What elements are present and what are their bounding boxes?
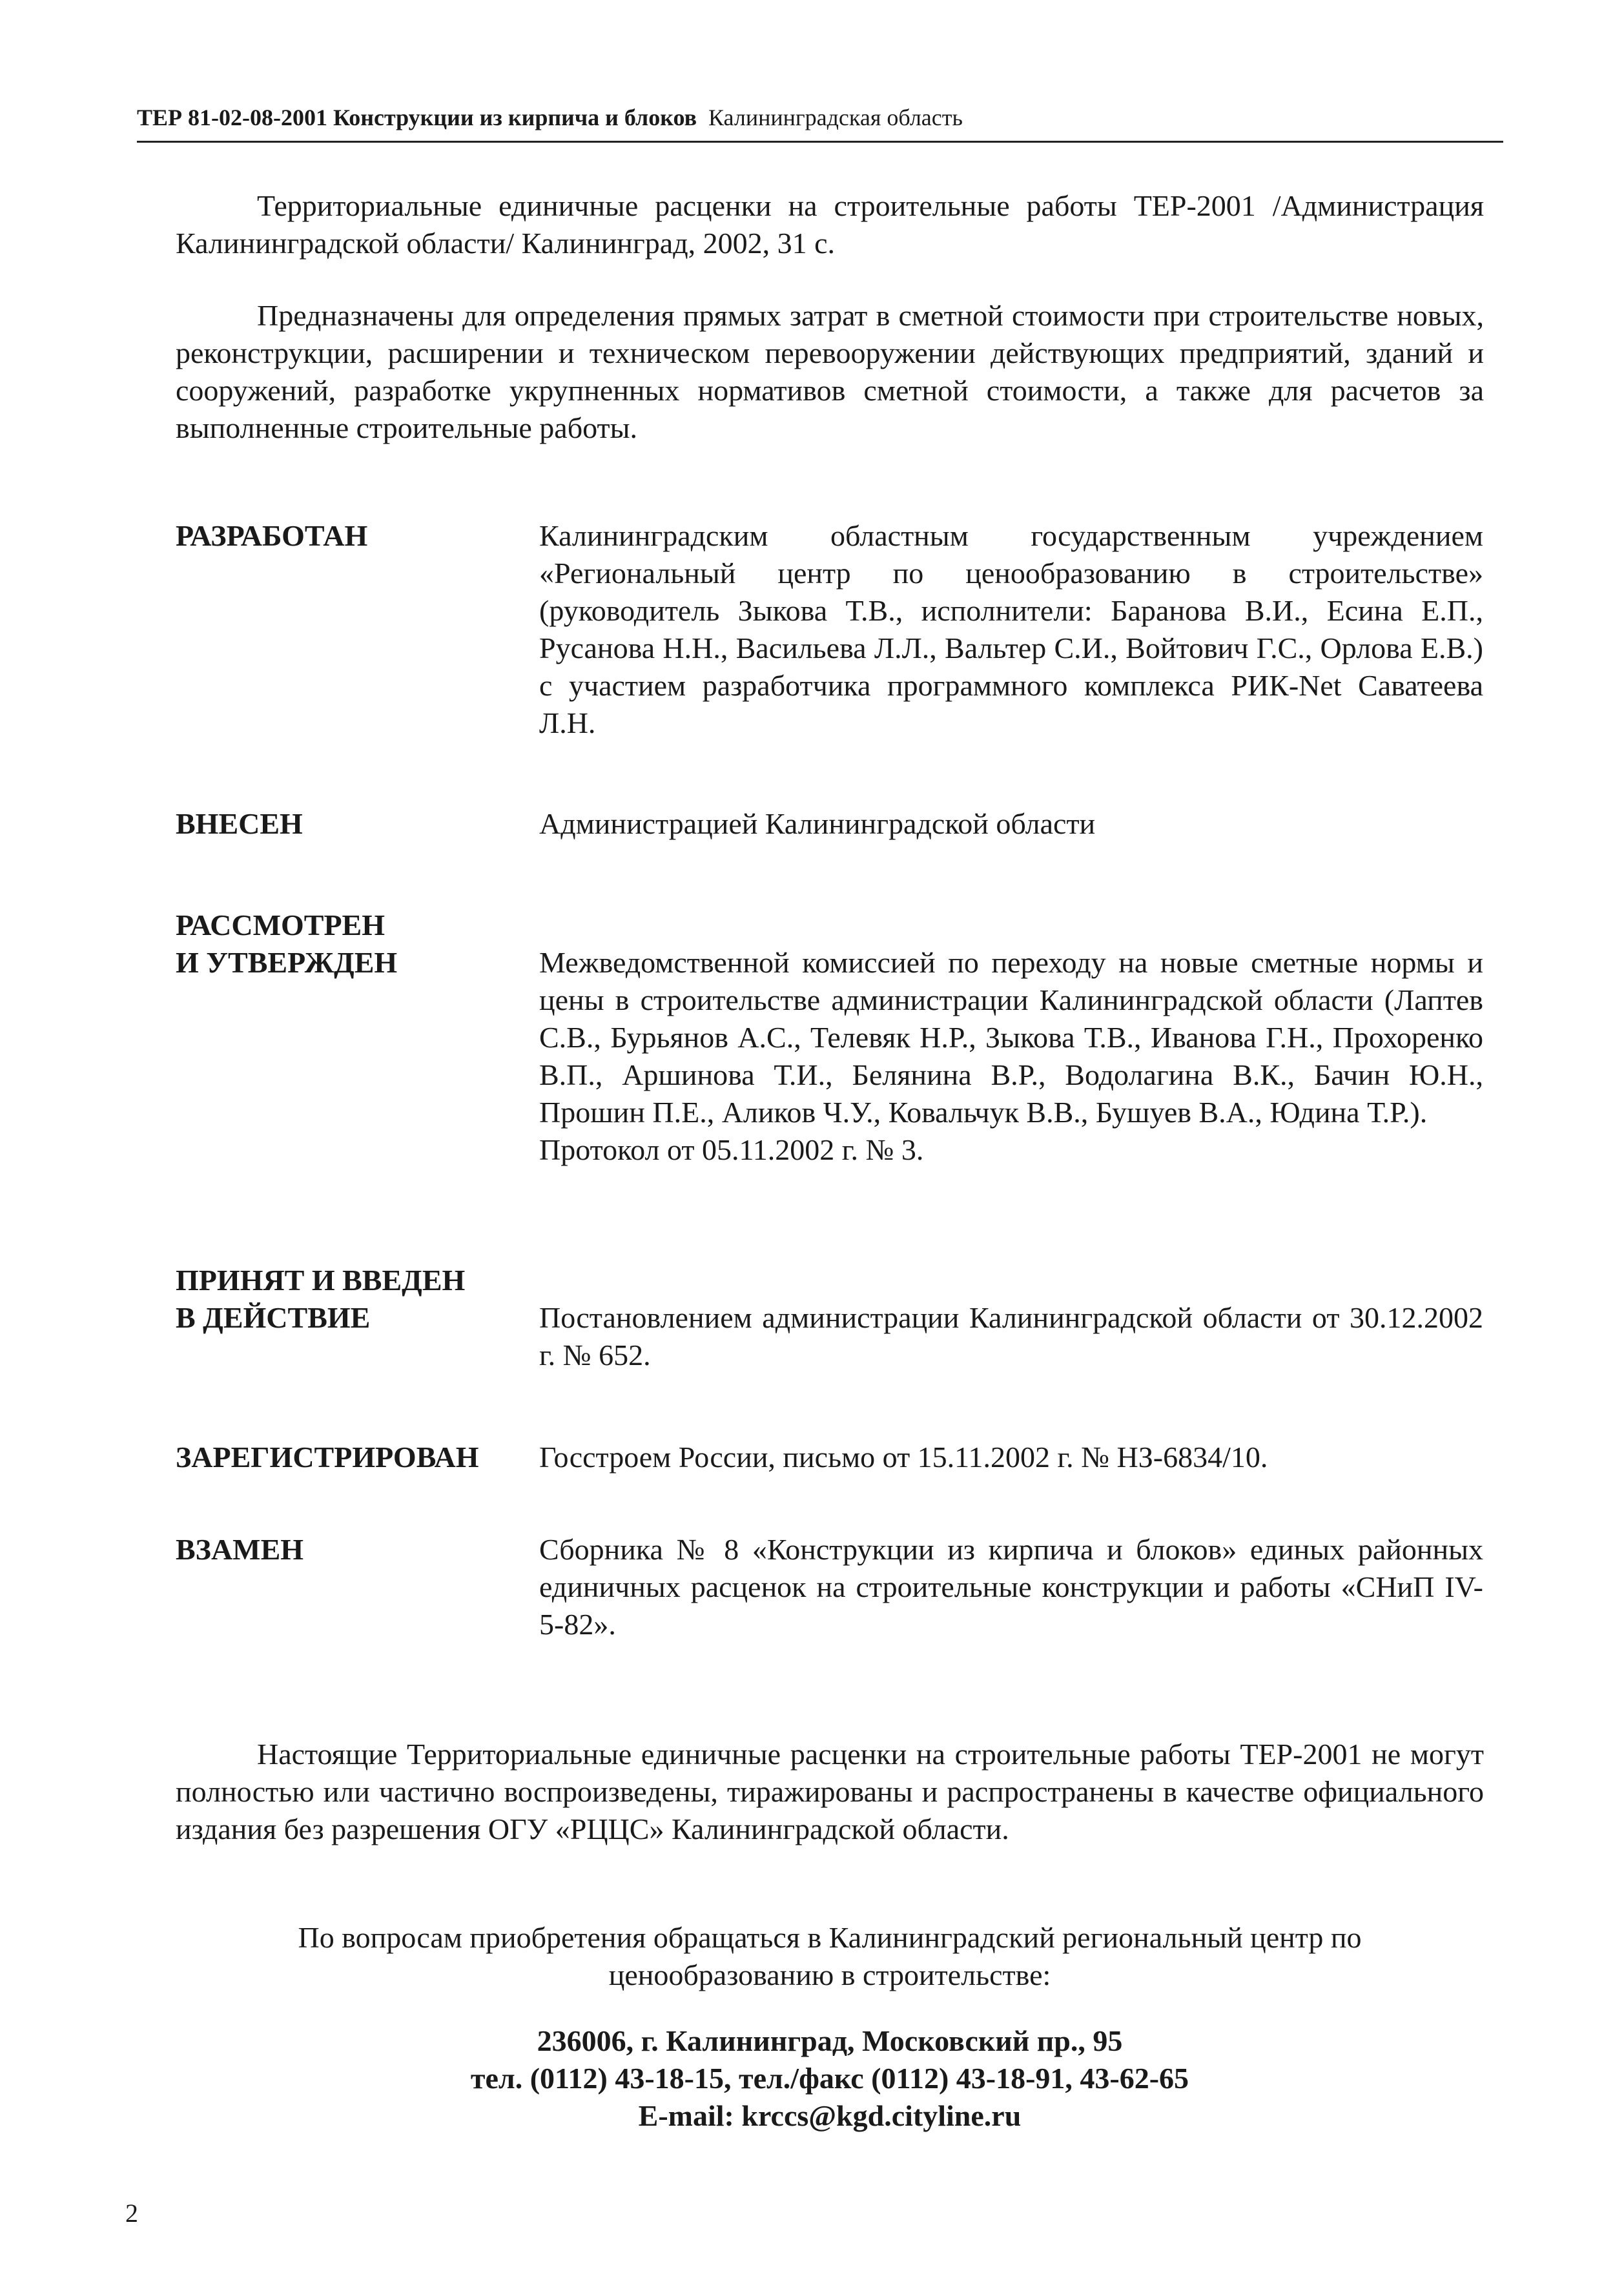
running-header — [137, 103, 1503, 132]
header-code-title: ТЕР 81-02-08-2001 Конструкции из кирпича и блоков — [137, 105, 697, 130]
replaces-label: ВЗАМЕН — [176, 1533, 304, 1566]
submitted-text: Администрацией Калининградской области — [539, 807, 1096, 840]
approved-label-line2: И УТВЕРЖДЕН — [176, 946, 398, 979]
header-divider — [137, 141, 1503, 143]
replaces-text: Сборника № 8 «Конструкции из кирпича и блоков» единых районных единичных расценок на строительные конструкции и работы «СНиП IV-5-82». — [539, 1533, 1483, 1641]
approved-text: Межведомственной комиссией по переходу на новые сметные нормы и цены в строительстве администрации Калининградской области (Лаптев С.В., Бурьянов А.С., Телевяк Н.Р., Зыкова Т.В., Иванова Г.Н., Прохоренко В.П., Аршинова Т.И., Белянина В.Р., Водолагина В.К., Бачин Ю.Н., Прошин П.Е., Аликов Ч.У., Ковальчук В.В., Бушуев В.А., Юдина Т.Р.). — [539, 946, 1483, 1129]
submitted-label: ВНЕСЕН — [176, 807, 303, 840]
enacted-text: Постановлением администрации Калининградской области от 30.12.2002 г. № 652. — [539, 1301, 1483, 1371]
enacted-label-line1: ПРИНЯТ И ВВЕДЕН — [176, 1264, 466, 1297]
registered-label: ЗАРЕГИСТРИРОВАН — [176, 1441, 479, 1474]
approved-block — [539, 944, 1483, 1169]
contact-email: E-mail: krccs@kgd.cityline.ru — [638, 2099, 1022, 2132]
intro-purpose-text: Предназначены для определения прямых затрат в сметной стоимости при строительстве новых, реконструкции, расширении и техническом перевооружении действующих предприятий, зданий и сооружений, разработке укрупненных нормативов сметной стоимости, а также для расчетов за выполненные строительные работы. — [176, 299, 1484, 444]
enacted-label-line2: В ДЕЙСТВИЕ — [176, 1301, 371, 1334]
approved-label-line1: РАССМОТРЕН — [176, 909, 385, 941]
contact-address: 236006, г. Калининград, Московский пр., 95 — [537, 2024, 1123, 2057]
contact-intro: По вопросам приобретения обращаться в Калининградский региональный центр по ценообразованию в строительстве: — [298, 1921, 1362, 1991]
intro-purpose-paragraph — [176, 297, 1484, 447]
page-number: 2 — [125, 2199, 138, 2228]
copyright-text: Настоящие Территориальные единичные расценки на строительные работы ТЕР-2001 не могут полностью или частично воспроизведены, тиражированы и распространены в качестве официального издания без разрешения ОГУ «РЦЦС» Калининградской области. — [176, 1738, 1484, 1845]
intro-citation-paragraph — [176, 187, 1484, 262]
contact-phones: тел. (0112) 43-18-15, тел./факс (0112) 43-18-91, 43-62-65 — [470, 2062, 1189, 2095]
header-region: Калининградская область — [708, 105, 963, 130]
contact-block — [176, 2022, 1484, 2135]
copyright-paragraph — [176, 1736, 1484, 1848]
intro-citation-text: Территориальные единичные расценки на строительные работы ТЕР-2001 /Администрация Калининградской области/ Калининград, 2002, 31 с. — [176, 189, 1484, 260]
developed-text: Калининградским областным государственным учреждением «Региональный центр по ценообразованию в строительстве» (руководитель Зыкова Т.В., исполнители: Баранова В.И., Есина Е.П., Русанова Н.Н., Васильева Л.Л., Вальтер С.И., Войтович Г.С., Орлова Е.В.) с участием разработчика программного комплекса РИК-Net Саватеева Л.Н. — [539, 519, 1483, 739]
developed-label: РАЗРАБОТАН — [176, 519, 368, 552]
approved-protocol: Протокол от 05.11.2002 г. № 3. — [539, 1133, 924, 1166]
registered-text: Госстроем России, письмо от 15.11.2002 г. № НЗ-6834/10. — [539, 1441, 1268, 1474]
